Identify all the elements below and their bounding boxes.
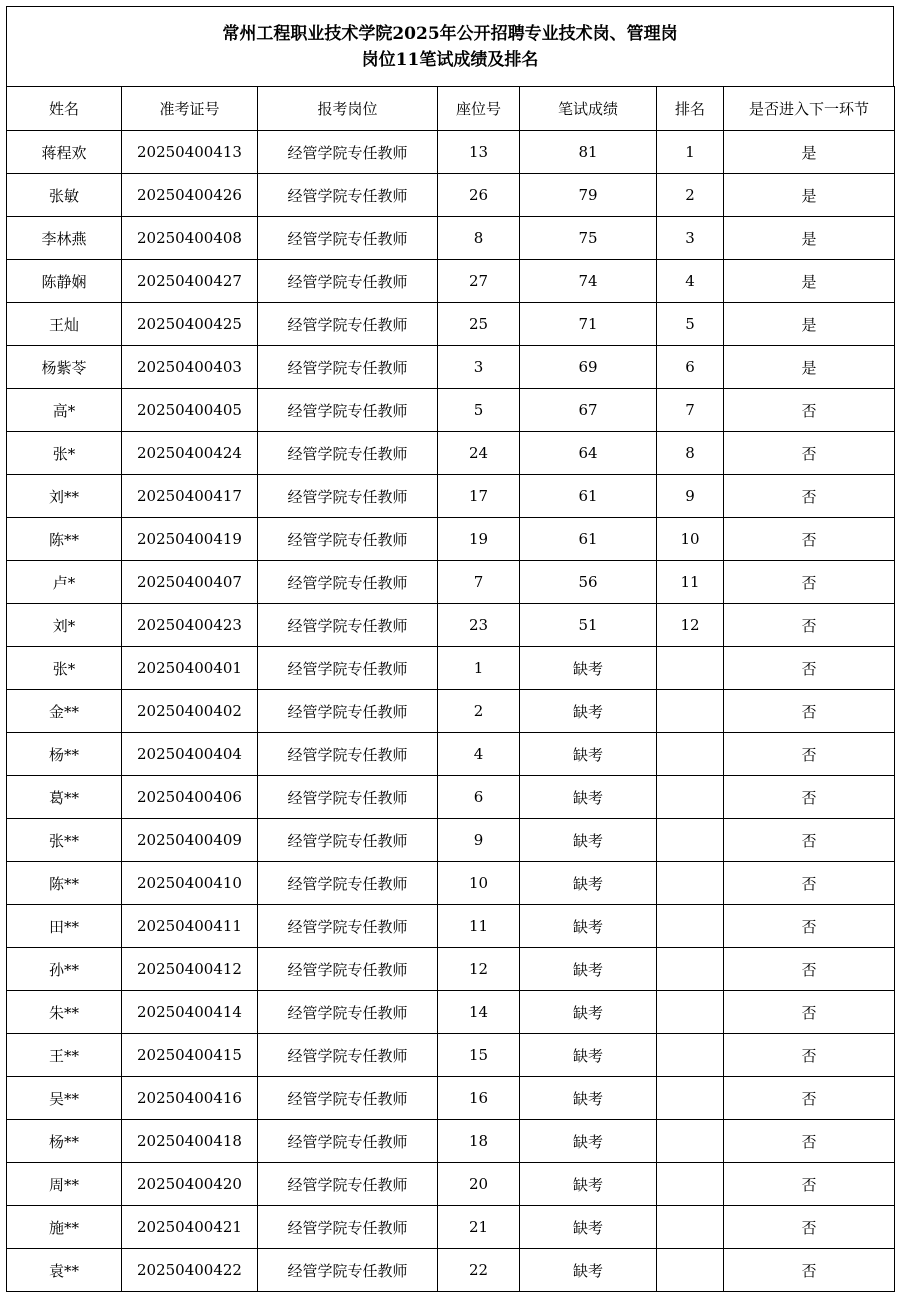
table-row xyxy=(7,475,895,518)
cell-ticket-number: 20250400422 xyxy=(122,1249,258,1292)
cell-rank xyxy=(657,1120,724,1163)
cell-seat-number: 26 xyxy=(438,174,520,217)
table-row xyxy=(7,561,895,604)
cell-position: 经管学院专任教师 xyxy=(258,475,438,518)
table-row xyxy=(7,1034,895,1077)
cell-rank xyxy=(657,819,724,862)
cell-rank xyxy=(657,862,724,905)
header-name: 姓名 xyxy=(7,87,122,131)
cell-advance: 是 xyxy=(724,303,895,346)
cell-written-score: 56 xyxy=(520,561,657,604)
cell-rank: 12 xyxy=(657,604,724,647)
cell-name: 陈** xyxy=(7,862,122,905)
cell-seat-number: 10 xyxy=(438,862,520,905)
cell-position: 经管学院专任教师 xyxy=(258,432,438,475)
cell-rank xyxy=(657,905,724,948)
cell-name: 张* xyxy=(7,647,122,690)
cell-advance: 否 xyxy=(724,389,895,432)
table-row xyxy=(7,647,895,690)
cell-written-score: 74 xyxy=(520,260,657,303)
cell-seat-number: 2 xyxy=(438,690,520,733)
cell-ticket-number: 20250400420 xyxy=(122,1163,258,1206)
cell-position: 经管学院专任教师 xyxy=(258,217,438,260)
cell-ticket-number: 20250400410 xyxy=(122,862,258,905)
cell-seat-number: 19 xyxy=(438,518,520,561)
cell-rank xyxy=(657,948,724,991)
cell-ticket-number: 20250400412 xyxy=(122,948,258,991)
cell-name: 朱** xyxy=(7,991,122,1034)
cell-position: 经管学院专任教师 xyxy=(258,260,438,303)
cell-position: 经管学院专任教师 xyxy=(258,389,438,432)
cell-name: 葛** xyxy=(7,776,122,819)
table-row xyxy=(7,905,895,948)
cell-seat-number: 17 xyxy=(438,475,520,518)
cell-written-score: 缺考 xyxy=(520,948,657,991)
cell-name: 陈静娴 xyxy=(7,260,122,303)
cell-written-score: 61 xyxy=(520,475,657,518)
table-row xyxy=(7,260,895,303)
cell-written-score: 67 xyxy=(520,389,657,432)
cell-written-score: 缺考 xyxy=(520,1120,657,1163)
header-ticket-number: 准考证号 xyxy=(122,87,258,131)
table-row xyxy=(7,346,895,389)
cell-ticket-number: 20250400405 xyxy=(122,389,258,432)
cell-written-score: 缺考 xyxy=(520,1249,657,1292)
cell-advance: 是 xyxy=(724,260,895,303)
cell-seat-number: 11 xyxy=(438,905,520,948)
cell-seat-number: 22 xyxy=(438,1249,520,1292)
cell-seat-number: 15 xyxy=(438,1034,520,1077)
cell-seat-number: 13 xyxy=(438,131,520,174)
cell-name: 陈** xyxy=(7,518,122,561)
cell-ticket-number: 20250400416 xyxy=(122,1077,258,1120)
table-row xyxy=(7,948,895,991)
cell-ticket-number: 20250400413 xyxy=(122,131,258,174)
cell-advance: 否 xyxy=(724,647,895,690)
header-advance: 是否进入下一环节 xyxy=(724,87,895,131)
cell-seat-number: 8 xyxy=(438,217,520,260)
cell-name: 张** xyxy=(7,819,122,862)
table-row xyxy=(7,131,895,174)
table-row xyxy=(7,690,895,733)
table-row xyxy=(7,1163,895,1206)
cell-seat-number: 9 xyxy=(438,819,520,862)
table-row xyxy=(7,518,895,561)
cell-seat-number: 1 xyxy=(438,647,520,690)
cell-name: 施** xyxy=(7,1206,122,1249)
cell-position: 经管学院专任教师 xyxy=(258,1206,438,1249)
cell-ticket-number: 20250400423 xyxy=(122,604,258,647)
cell-written-score: 81 xyxy=(520,131,657,174)
cell-rank: 10 xyxy=(657,518,724,561)
cell-position: 经管学院专任教师 xyxy=(258,1163,438,1206)
cell-ticket-number: 20250400408 xyxy=(122,217,258,260)
cell-position: 经管学院专任教师 xyxy=(258,303,438,346)
cell-rank xyxy=(657,1163,724,1206)
cell-position: 经管学院专任教师 xyxy=(258,174,438,217)
cell-ticket-number: 20250400426 xyxy=(122,174,258,217)
cell-advance: 否 xyxy=(724,905,895,948)
cell-rank xyxy=(657,776,724,819)
cell-ticket-number: 20250400406 xyxy=(122,776,258,819)
cell-seat-number: 7 xyxy=(438,561,520,604)
cell-written-score: 缺考 xyxy=(520,1206,657,1249)
cell-rank: 11 xyxy=(657,561,724,604)
cell-name: 吴** xyxy=(7,1077,122,1120)
cell-name: 金** xyxy=(7,690,122,733)
cell-name: 袁** xyxy=(7,1249,122,1292)
cell-written-score: 缺考 xyxy=(520,862,657,905)
table-row xyxy=(7,217,895,260)
table-row xyxy=(7,1206,895,1249)
cell-ticket-number: 20250400409 xyxy=(122,819,258,862)
cell-seat-number: 21 xyxy=(438,1206,520,1249)
cell-rank: 6 xyxy=(657,346,724,389)
cell-written-score: 缺考 xyxy=(520,690,657,733)
cell-rank xyxy=(657,1077,724,1120)
cell-name: 杨紫苓 xyxy=(7,346,122,389)
cell-advance: 否 xyxy=(724,1120,895,1163)
cell-advance: 否 xyxy=(724,1249,895,1292)
cell-seat-number: 16 xyxy=(438,1077,520,1120)
cell-ticket-number: 20250400421 xyxy=(122,1206,258,1249)
header-position: 报考岗位 xyxy=(258,87,438,131)
cell-seat-number: 23 xyxy=(438,604,520,647)
cell-seat-number: 18 xyxy=(438,1120,520,1163)
cell-advance: 否 xyxy=(724,991,895,1034)
cell-name: 刘* xyxy=(7,604,122,647)
cell-advance: 否 xyxy=(724,1034,895,1077)
cell-advance: 否 xyxy=(724,1206,895,1249)
cell-rank: 8 xyxy=(657,432,724,475)
header-written-score: 笔试成绩 xyxy=(520,87,657,131)
table-row xyxy=(7,733,895,776)
cell-seat-number: 4 xyxy=(438,733,520,776)
cell-seat-number: 3 xyxy=(438,346,520,389)
cell-rank xyxy=(657,1249,724,1292)
table-row xyxy=(7,389,895,432)
cell-written-score: 79 xyxy=(520,174,657,217)
cell-name: 孙** xyxy=(7,948,122,991)
cell-position: 经管学院专任教师 xyxy=(258,131,438,174)
cell-position: 经管学院专任教师 xyxy=(258,862,438,905)
cell-advance: 否 xyxy=(724,432,895,475)
cell-name: 张* xyxy=(7,432,122,475)
cell-advance: 是 xyxy=(724,217,895,260)
cell-name: 田** xyxy=(7,905,122,948)
cell-seat-number: 12 xyxy=(438,948,520,991)
cell-rank: 4 xyxy=(657,260,724,303)
cell-ticket-number: 20250400418 xyxy=(122,1120,258,1163)
cell-name: 杨** xyxy=(7,733,122,776)
cell-ticket-number: 20250400424 xyxy=(122,432,258,475)
cell-rank: 1 xyxy=(657,131,724,174)
cell-written-score: 61 xyxy=(520,518,657,561)
cell-seat-number: 20 xyxy=(438,1163,520,1206)
header-seat-number: 座位号 xyxy=(438,87,520,131)
cell-name: 李林燕 xyxy=(7,217,122,260)
table-row xyxy=(7,819,895,862)
cell-ticket-number: 20250400425 xyxy=(122,303,258,346)
cell-position: 经管学院专任教师 xyxy=(258,991,438,1034)
cell-position: 经管学院专任教师 xyxy=(258,1034,438,1077)
cell-advance: 否 xyxy=(724,948,895,991)
cell-seat-number: 5 xyxy=(438,389,520,432)
cell-ticket-number: 20250400417 xyxy=(122,475,258,518)
cell-position: 经管学院专任教师 xyxy=(258,647,438,690)
cell-advance: 否 xyxy=(724,690,895,733)
cell-position: 经管学院专任教师 xyxy=(258,1249,438,1292)
cell-written-score: 缺考 xyxy=(520,647,657,690)
cell-seat-number: 27 xyxy=(438,260,520,303)
cell-advance: 是 xyxy=(724,131,895,174)
cell-advance: 否 xyxy=(724,561,895,604)
cell-ticket-number: 20250400414 xyxy=(122,991,258,1034)
cell-ticket-number: 20250400401 xyxy=(122,647,258,690)
cell-written-score: 缺考 xyxy=(520,733,657,776)
table-row xyxy=(7,991,895,1034)
cell-position: 经管学院专任教师 xyxy=(258,948,438,991)
cell-written-score: 缺考 xyxy=(520,905,657,948)
cell-ticket-number: 20250400402 xyxy=(122,690,258,733)
cell-position: 经管学院专任教师 xyxy=(258,604,438,647)
cell-ticket-number: 20250400415 xyxy=(122,1034,258,1077)
cell-written-score: 69 xyxy=(520,346,657,389)
cell-name: 张敏 xyxy=(7,174,122,217)
cell-ticket-number: 20250400411 xyxy=(122,905,258,948)
cell-ticket-number: 20250400407 xyxy=(122,561,258,604)
cell-advance: 否 xyxy=(724,1077,895,1120)
cell-advance: 是 xyxy=(724,174,895,217)
cell-advance: 否 xyxy=(724,1163,895,1206)
cell-rank xyxy=(657,733,724,776)
cell-written-score: 51 xyxy=(520,604,657,647)
table-row xyxy=(7,303,895,346)
cell-position: 经管学院专任教师 xyxy=(258,905,438,948)
cell-name: 刘** xyxy=(7,475,122,518)
results-table xyxy=(6,86,895,1292)
cell-written-score: 75 xyxy=(520,217,657,260)
table-row xyxy=(7,174,895,217)
cell-rank xyxy=(657,1206,724,1249)
cell-written-score: 64 xyxy=(520,432,657,475)
cell-position: 经管学院专任教师 xyxy=(258,561,438,604)
cell-rank xyxy=(657,1034,724,1077)
cell-ticket-number: 20250400403 xyxy=(122,346,258,389)
cell-advance: 否 xyxy=(724,518,895,561)
cell-position: 经管学院专任教师 xyxy=(258,1077,438,1120)
cell-advance: 否 xyxy=(724,819,895,862)
table-row xyxy=(7,862,895,905)
score-sheet xyxy=(6,6,894,1292)
cell-rank: 3 xyxy=(657,217,724,260)
header-rank: 排名 xyxy=(657,87,724,131)
cell-seat-number: 14 xyxy=(438,991,520,1034)
cell-position: 经管学院专任教师 xyxy=(258,690,438,733)
cell-rank: 2 xyxy=(657,174,724,217)
table-header-row xyxy=(7,87,895,131)
cell-rank: 7 xyxy=(657,389,724,432)
cell-ticket-number: 20250400427 xyxy=(122,260,258,303)
cell-name: 高* xyxy=(7,389,122,432)
cell-position: 经管学院专任教师 xyxy=(258,518,438,561)
cell-advance: 否 xyxy=(724,862,895,905)
table-row xyxy=(7,776,895,819)
table-row xyxy=(7,1120,895,1163)
table-row xyxy=(7,1077,895,1120)
table-body xyxy=(7,131,895,1292)
cell-rank: 5 xyxy=(657,303,724,346)
cell-seat-number: 24 xyxy=(438,432,520,475)
cell-written-score: 缺考 xyxy=(520,1077,657,1120)
cell-written-score: 缺考 xyxy=(520,1163,657,1206)
cell-seat-number: 6 xyxy=(438,776,520,819)
cell-rank xyxy=(657,647,724,690)
cell-written-score: 缺考 xyxy=(520,776,657,819)
table-row xyxy=(7,1249,895,1292)
cell-ticket-number: 20250400419 xyxy=(122,518,258,561)
cell-name: 杨** xyxy=(7,1120,122,1163)
cell-advance: 否 xyxy=(724,475,895,518)
cell-rank xyxy=(657,991,724,1034)
cell-name: 周** xyxy=(7,1163,122,1206)
page-title-line-1: 常州工程职业技术学院2025年公开招聘专业技术岗、管理岗 xyxy=(222,23,678,44)
cell-position: 经管学院专任教师 xyxy=(258,1120,438,1163)
cell-rank xyxy=(657,690,724,733)
cell-advance: 否 xyxy=(724,733,895,776)
cell-written-score: 71 xyxy=(520,303,657,346)
page-title-line-2: 岗位11笔试成绩及排名 xyxy=(361,49,539,70)
table-row xyxy=(7,432,895,475)
cell-name: 卢* xyxy=(7,561,122,604)
table-row xyxy=(7,604,895,647)
cell-name: 王** xyxy=(7,1034,122,1077)
cell-position: 经管学院专任教师 xyxy=(258,346,438,389)
cell-rank: 9 xyxy=(657,475,724,518)
cell-ticket-number: 20250400404 xyxy=(122,733,258,776)
cell-advance: 是 xyxy=(724,346,895,389)
cell-position: 经管学院专任教师 xyxy=(258,776,438,819)
cell-written-score: 缺考 xyxy=(520,991,657,1034)
cell-position: 经管学院专任教师 xyxy=(258,819,438,862)
cell-written-score: 缺考 xyxy=(520,819,657,862)
cell-name: 王灿 xyxy=(7,303,122,346)
cell-written-score: 缺考 xyxy=(520,1034,657,1077)
cell-seat-number: 25 xyxy=(438,303,520,346)
cell-advance: 否 xyxy=(724,776,895,819)
cell-position: 经管学院专任教师 xyxy=(258,733,438,776)
title-block xyxy=(6,6,894,86)
cell-advance: 否 xyxy=(724,604,895,647)
cell-name: 蒋程欢 xyxy=(7,131,122,174)
